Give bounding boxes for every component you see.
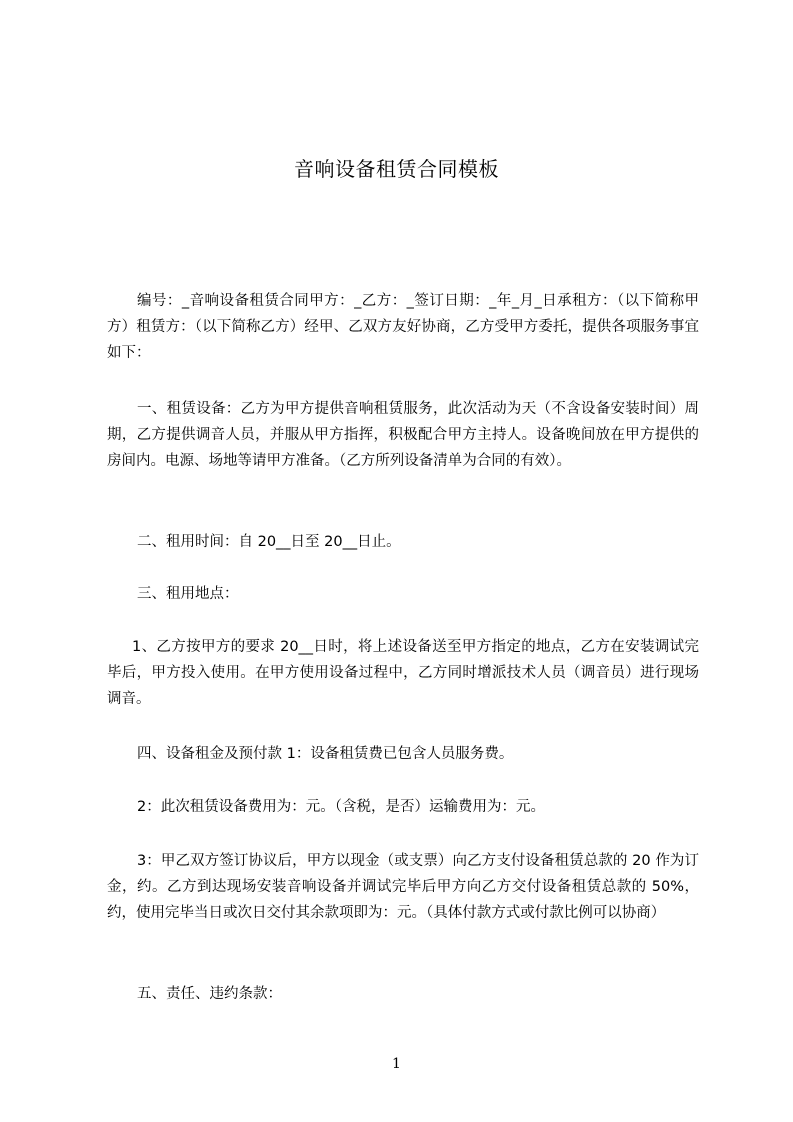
page-number: 1 (392, 1056, 401, 1072)
paragraph-liability-heading: 五、责任、违约条款： (137, 986, 282, 1002)
document-title: 音响设备租赁合同模板 (294, 157, 499, 182)
paragraph-rental-location-heading: 三、租用地点： (137, 586, 239, 602)
paragraph-rent-deposit-2: 2：此次租赁设备费用为：元。（含税，是否）运输费用为：元。 (137, 799, 545, 815)
paragraph-rental-period: 二、租用时间：自 20__日至 20__日止。 (137, 534, 401, 550)
paragraph-rental-equipment: 一、租赁设备：乙方为甲方提供音响租赁服务，此次活动为天（不含设备安装时间）周期，乙方提供调音人员，并服从甲方指挥，积极配合甲方主持人。设备晚间放在甲方提供的房间内。电源、场地等请甲方准备。（乙方所列设备清单为合同的有效）。 (107, 401, 699, 469)
paragraph-delivery-clause: 1、乙方按甲方的要求 20__日时，将上述设备送至甲方指定的地点，乙方在安装调试完毕后，甲方投入使用。在甲方使用设备过程中，乙方同时增派技术人员（调音员）进行现场调音。 (107, 639, 699, 707)
paragraph-rent-deposit-1: 四、设备租金及预付款 1：设备租赁费已包含人员服务费。 (137, 746, 514, 762)
paragraph-preamble: 编号：_音响设备租赁合同甲方：_乙方：_签订日期：_年_月_日承租方：（以下简称甲方）租赁方：（以下简称乙方）经甲、乙双方友好协商，乙方受甲方委托，提供各项服务事宜如下： (107, 293, 699, 361)
paragraph-rent-deposit-3: 3：甲乙双方签订协议后，甲方以现金（或支票）向乙方支付设备租赁总款的 20 作为订金，约。乙方到达现场安装音响设备并调试完毕后甲方向乙方交付设备租赁总款的 50%，约，使用完毕当日或次日交付其余款项即为：元。（具体付款方式或付款比例可以协商） (107, 853, 699, 921)
